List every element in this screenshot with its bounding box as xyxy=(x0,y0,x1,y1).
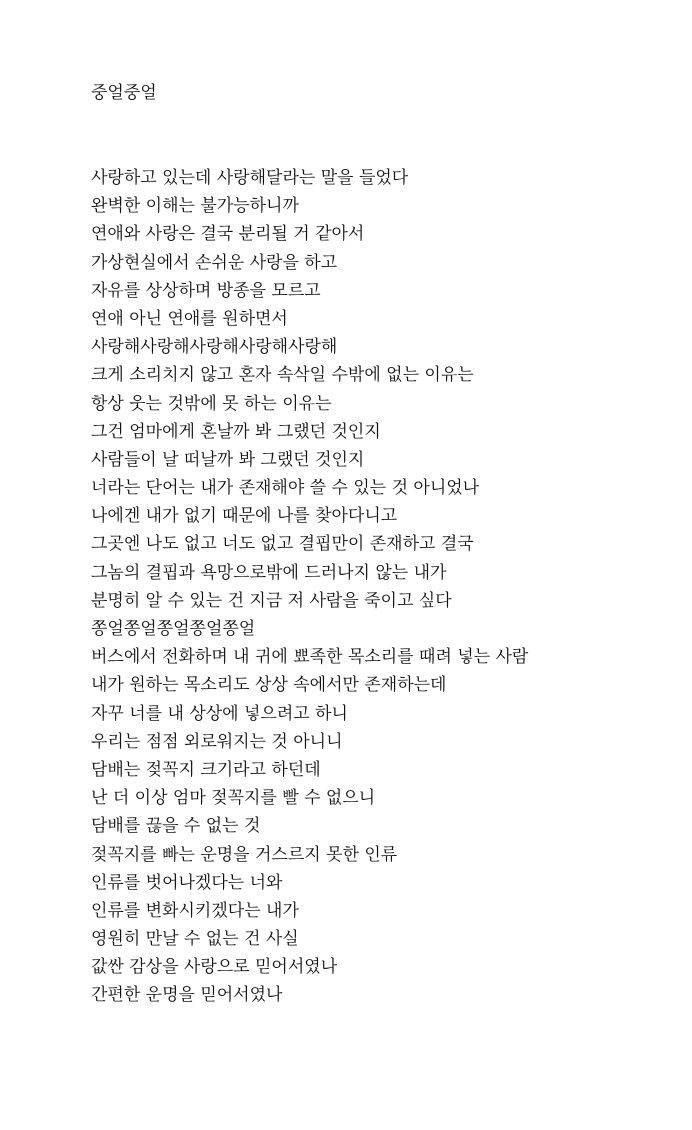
poem-line: 자꾸 너를 내 상상에 넣으려고 하니 xyxy=(91,703,348,724)
poem-line: 값싼 감상을 사랑으로 믿어서였나 xyxy=(91,957,338,978)
poem-line: 연애 아닌 연애를 원하면서 xyxy=(91,308,288,329)
poem-line: 그놈의 결핍과 욕망으로밖에 드러나지 않는 내가 xyxy=(91,562,447,583)
poem-line: 너라는 단어는 내가 존재해야 쓸 수 있는 것 아니었나 xyxy=(91,478,480,499)
poem-line: 간편한 운명을 믿어서였나 xyxy=(91,985,283,1006)
poem-line: 항상 웃는 것밖에 못 하는 이유는 xyxy=(91,393,332,414)
poem-line: 내가 원하는 목소리도 상상 속에서만 존재하는데 xyxy=(91,675,447,696)
poem-line: 크게 소리치지 않고 혼자 속삭일 수밖에 없는 이유는 xyxy=(91,365,474,386)
poem-line: 쫑얼쫑얼쫑얼쫑얼쫑얼 xyxy=(91,619,256,639)
poem-line: 분명히 알 수 있는 건 지금 저 사람을 죽이고 싶다 xyxy=(91,590,452,611)
poem-line: 우리는 점점 외로워지는 것 아니니 xyxy=(91,731,343,752)
poem-line: 버스에서 전화하며 내 귀에 뾰족한 목소리를 때려 넣는 사람 xyxy=(91,647,529,668)
poem-line: 인류를 변화시키겠다는 내가 xyxy=(91,900,299,921)
poem-line: 인류를 벗어나겠다는 너와 xyxy=(91,872,283,893)
poem-line: 그곳엔 나도 없고 너도 없고 결핍만이 존재하고 결국 xyxy=(91,534,474,555)
poem-body xyxy=(91,164,528,1010)
poem-line: 영원히 만날 수 없는 건 사실 xyxy=(91,929,299,950)
poem-line: 완벽한 이해는 불가능하니까 xyxy=(91,196,299,217)
poem-line: 사람들이 날 떠날까 봐 그랬던 것인지 xyxy=(91,449,365,470)
poem-line: 담배는 젖꼭지 크기라고 하던데 xyxy=(91,759,321,780)
poem-line: 사랑하고 있는데 사랑해달라는 말을 들었다 xyxy=(91,168,409,188)
poem-line: 담배를 끊을 수 없는 것 xyxy=(91,816,261,837)
poem-line: 자유를 상상하며 방종을 모르고 xyxy=(91,280,321,301)
poem-title: 중얼중얼 xyxy=(91,83,157,103)
poem-line: 연애와 사랑은 결국 분리될 거 같아서 xyxy=(91,224,365,245)
poem-line: 사랑해사랑해사랑해사랑해사랑해 xyxy=(91,337,338,358)
poem-line: 그건 엄마에게 혼날까 봐 그랬던 것인지 xyxy=(91,421,381,442)
poem-line: 젖꼭지를 빠는 운명을 거스르지 못한 인류 xyxy=(91,844,398,865)
poem-line: 가상현실에서 손쉬운 사랑을 하고 xyxy=(91,252,338,273)
poem-line: 난 더 이상 엄마 젖꼭지를 빨 수 없으니 xyxy=(91,788,376,809)
poem-line: 나에겐 내가 없기 때문에 나를 찾아다니고 xyxy=(91,506,398,527)
